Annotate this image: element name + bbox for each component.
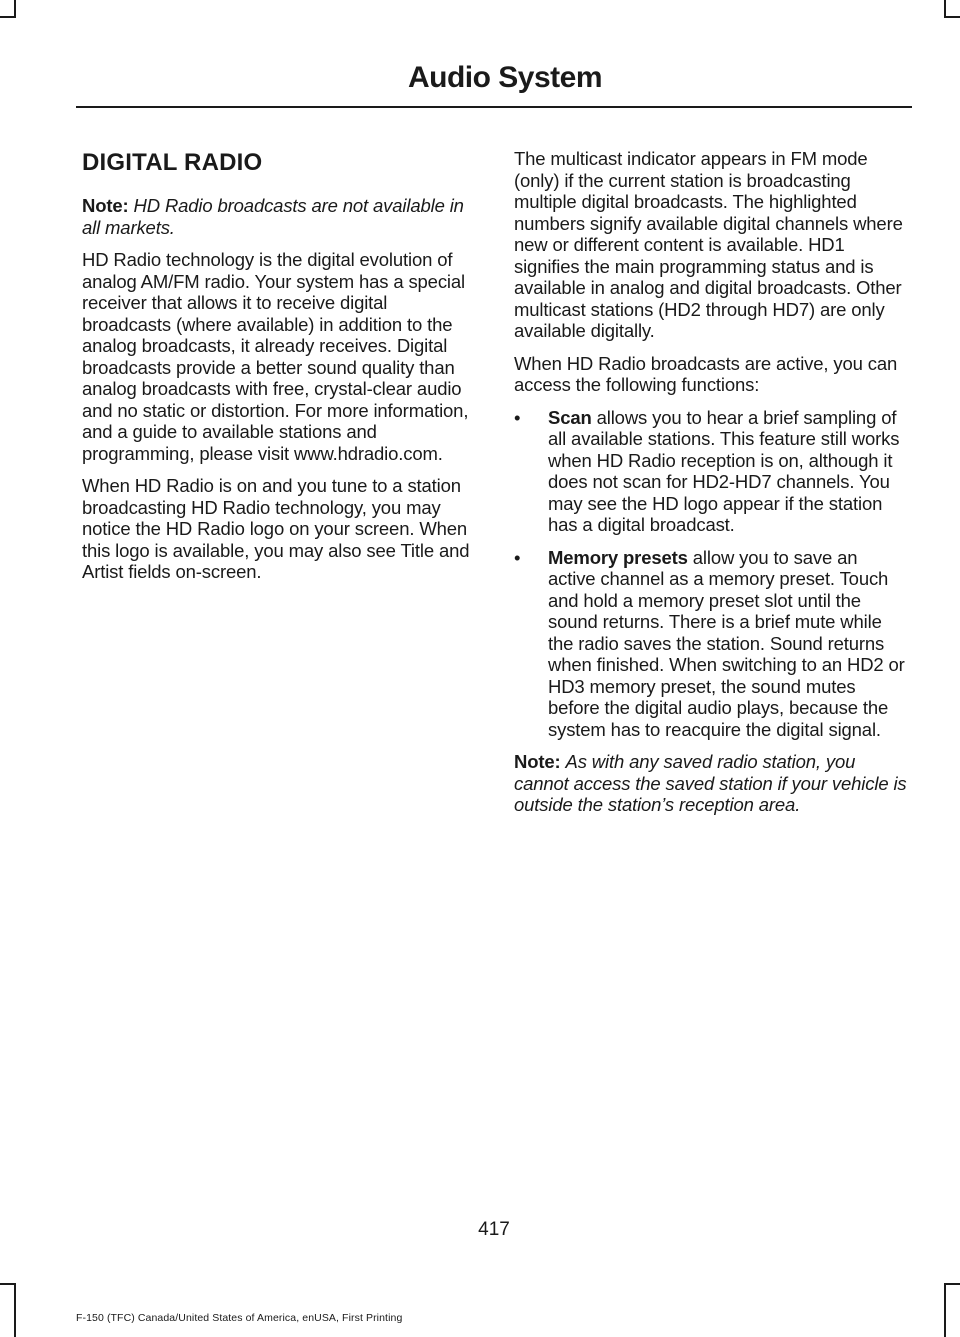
function-list	[514, 407, 908, 741]
note-label: Note:	[82, 195, 129, 216]
bullet-marker: •	[514, 546, 521, 568]
crop-mark-bottom-left	[14, 1283, 16, 1337]
note-text: HD Radio broadcasts are not available in all markets.	[82, 195, 464, 238]
page-number: 417	[478, 1219, 510, 1240]
note-paragraph	[514, 751, 908, 816]
crop-mark-top-right	[944, 16, 960, 18]
body-paragraph: The multicast indicator appears in FM mode (only) if the current station is broadcasting multiple digital broadcasts. The highlighted numbers signify available digital channels where new or different content is available. HD1 signifies the main programming status and is available in analog and digital broadcasts. Other multicast stations (HD2 through HD7) are only available digitally.	[514, 148, 903, 341]
list-item	[514, 407, 908, 536]
chapter-title: Audio System	[407, 61, 602, 94]
body-paragraph: When HD Radio is on and you tune to a station broadcasting HD Radio technology, you may notice the HD Radio logo on your screen. When this logo is available, you may also see Title and Artist fields on-screen.	[82, 475, 470, 582]
publication-info: F-150 (TFC) Canada/United States of America, enUSA, First Printing	[76, 1312, 403, 1324]
list-item-text: allows you to hear a brief sampling of all available stations. This feature still works when HD Radio reception is on, although it does not scan for HD2-HD7 channels. You may see the HD logo appear if the station has a digital broadcast.	[548, 406, 900, 535]
crop-mark-bottom-left	[0, 1283, 16, 1285]
note-paragraph	[82, 195, 476, 238]
list-item-text: allow you to save an active channel as a memory preset. Touch and hold a memory preset slot until the sound returns. There is a brief mute while the radio saves the station. Sound returns when finished. When switching to an HD2 or HD3 memory preset, the sound mutes before the digital audio plays, because the system has to reacquire the digital signal.	[548, 546, 905, 740]
body-paragraph: HD Radio technology is the digital evolution of analog AM/FM radio. Your system has a special receiver that allows it to receive digital broadcasts (where available) in addition to the analog broadcasts, it already receives. Digital broadcasts provide a better sound quality than analog broadcasts with free, crystal-clear audio and no static or distortion. For more information, and a guide to available stations and programming, please visit www.hdradio.com.	[82, 249, 469, 464]
note-label: Note:	[514, 751, 561, 772]
left-column	[82, 148, 476, 594]
list-item-term: Memory presets	[548, 546, 688, 568]
bullet-marker: •	[514, 406, 521, 428]
crop-mark-bottom-right	[944, 1283, 946, 1337]
crop-mark-bottom-right	[944, 1283, 960, 1285]
crop-mark-top-left	[0, 16, 16, 18]
list-item	[514, 547, 908, 741]
note-text: As with any saved radio station, you cannot access the saved station if your vehicle is outside the station’s reception area.	[514, 751, 907, 815]
list-item-term: Scan	[548, 406, 592, 428]
right-column	[514, 148, 908, 827]
header-rule	[76, 106, 912, 108]
section-title: DIGITAL RADIO	[82, 149, 263, 176]
body-paragraph: When HD Radio broadcasts are active, you can access the following functions:	[514, 352, 898, 395]
